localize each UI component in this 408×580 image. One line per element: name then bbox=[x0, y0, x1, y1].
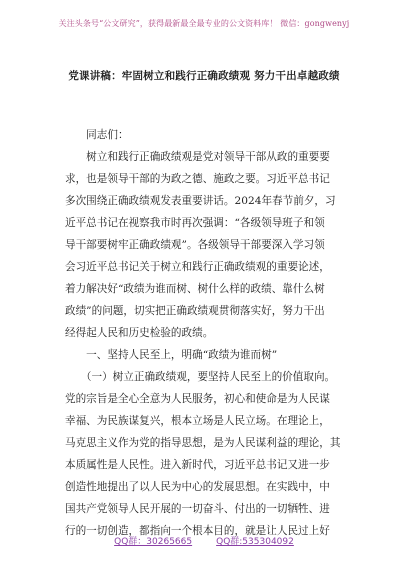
body-line: 求，也是领导干部的为政之德、施政之要。习近平总书记 bbox=[65, 173, 330, 185]
section-heading: 一、坚持人民至上，明确“政绩为谁而树” bbox=[65, 349, 278, 361]
body-line: 经得起人民和历史检验的政绩。 bbox=[65, 327, 214, 339]
body-line: 马克思主义作为党的指导思想，是为人民谋利益的理论，其 bbox=[65, 437, 341, 449]
body-line: 近平总书记在视察我市时再次强调：“各级领导班子和领 bbox=[65, 217, 325, 229]
body-line: 行的一切创造，都指向一个根本目的，就是让人民过上好 bbox=[65, 525, 330, 537]
body-line: 创造性地提出了以人民为中心的发展思想。在实践中，中 bbox=[65, 481, 330, 493]
body-line: 多次围绕正确政绩观发表重要讲话。2024年春节前夕，习 bbox=[65, 195, 336, 207]
document-title: 党课讲稿：牢固树立和践行正确政绩观 努力干出卓越政绩 bbox=[68, 70, 340, 82]
body-line: 着力解决好“政绩为谁而树、树什么样的政绩、靠什么树 bbox=[65, 283, 325, 295]
body-line: 党的宗旨是全心全意为人民服务，初心和使命是为人民谋 bbox=[65, 393, 330, 405]
header-banner: 关注头条号“公文研究”，获得最新最全最专业的公文资料库！ 微信：gongwenyj bbox=[58, 19, 350, 28]
body-line: 本质属性是人民性。进入新时代，习近平总书记又进一步 bbox=[65, 459, 330, 471]
subsection-heading: （一）树立正确政绩观，要坚持人民至上的价值取向。 bbox=[65, 371, 336, 383]
body-line: 同志们： bbox=[65, 129, 129, 141]
body-line: 幸福、为民族谋复兴，根本立场是人民立场。在理论上， bbox=[65, 415, 330, 427]
body-line: 会习近平总书记关于树立和践行正确政绩观的重要论述， bbox=[65, 261, 330, 273]
document-body bbox=[65, 124, 351, 542]
footer bbox=[0, 534, 408, 547]
body-line: 政绩”的问题，切实把正确政绩观贯彻落实好，努力干出 bbox=[65, 305, 325, 317]
qq-group-2: QQ群:535304092 bbox=[216, 537, 294, 547]
qq-group-1: QQ群：30265665 bbox=[114, 537, 193, 547]
body-line: 导干部要树牢正确政绩观”。各级领导干部要深入学习领 bbox=[65, 239, 325, 251]
body-line: 国共产党领导人民开展的一切奋斗、付出的一切牺牲、进 bbox=[65, 503, 330, 515]
body-line: 树立和践行正确政绩观是党对领导干部从政的重要要 bbox=[65, 151, 330, 163]
